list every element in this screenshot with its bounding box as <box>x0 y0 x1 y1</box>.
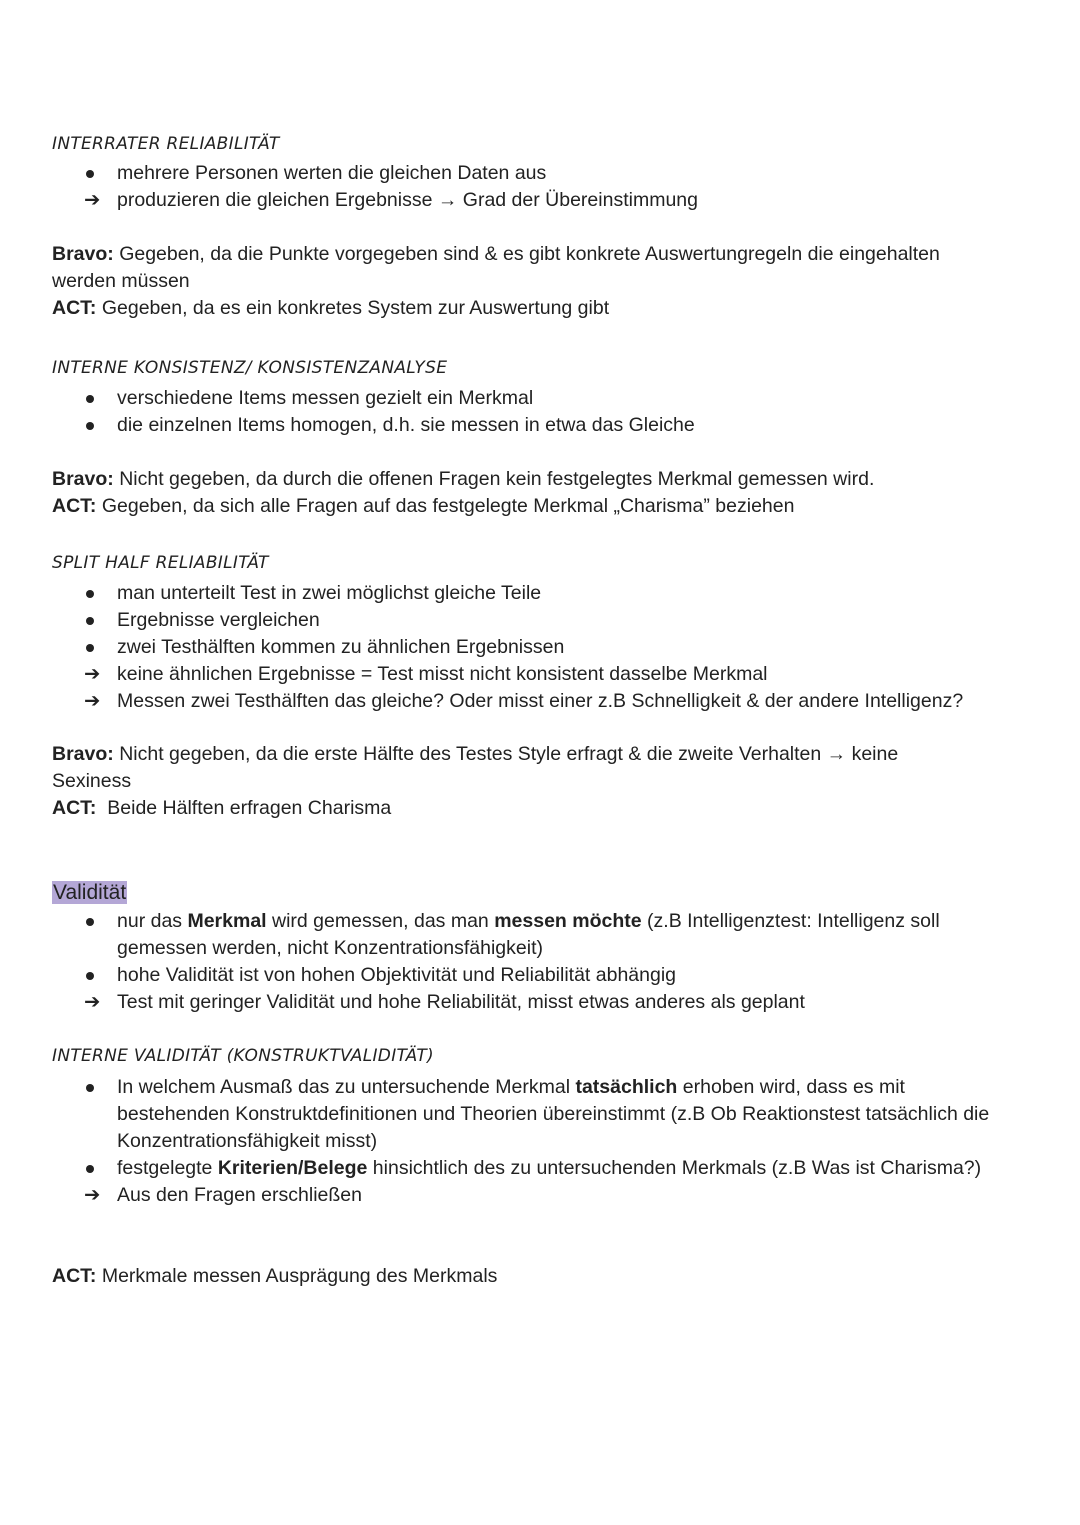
item-bold: tatsächlich <box>575 1076 678 1098</box>
list-item <box>52 187 1012 214</box>
konsistenz-list <box>52 385 1012 439</box>
list-item <box>52 989 1012 1016</box>
act-text: Beide Hälften erfragen Charisma <box>96 797 392 819</box>
item-bold: Kriterien/Belege <box>217 1157 368 1179</box>
bravo-label: Bravo: <box>52 468 114 490</box>
item-text: die einzelnen Items homogen, d.h. sie messen in etwa das Gleiche <box>117 414 695 436</box>
splithalf-act <box>52 795 1012 822</box>
interrater-list <box>52 160 1012 214</box>
item-text: In welchem Ausmaß das zu untersuchende Merkmal <box>117 1076 576 1098</box>
intern-list <box>52 1074 1012 1209</box>
item-bold: Merkmal <box>187 910 267 932</box>
arrow-icon: ➔ <box>84 189 101 211</box>
item-text: hinsichtlich des zu untersuchenden Merkmals (z.B Was ist Charisma?) <box>367 1157 982 1179</box>
item-text: verschiedene Items messen gezielt ein Merkmal <box>117 387 534 409</box>
konsistenz-act <box>52 493 1012 520</box>
heading-splithalf: SPLIT HALF RELIABILITÄT <box>52 553 269 573</box>
act-text: Merkmale messen Ausprägung des Merkmals <box>96 1265 498 1287</box>
splithalf-bravo <box>52 741 952 795</box>
heading-interne-validitaet: INTERNE VALIDITÄT (KONSTRUKTVALIDITÄT) <box>52 1046 434 1066</box>
item-text: festgelegte <box>117 1157 218 1179</box>
bravo-text: Nicht gegeben, da die erste Hälfte des Testes Style erfragt & die zweite Verhalten → keine Sexiness <box>52 743 899 792</box>
bravo-text: Nicht gegeben, da durch die offenen Fragen kein festgelegtes Merkmal gemessen wird. <box>113 468 875 490</box>
interrater-bravo <box>52 241 1002 295</box>
item-text: Ergebnisse vergleichen <box>117 609 320 631</box>
act-label: ACT: <box>52 297 97 319</box>
item-text: nur das <box>117 910 188 932</box>
highlighted-heading: Validität <box>53 881 127 904</box>
interrater-act <box>52 295 1012 322</box>
list-item <box>52 962 1012 989</box>
item-text: erhoben wird, dass es mit bestehenden Konstruktdefinitionen und Theorien übereinstimmt (z.B Ob Reaktionstest tatsächlich die Konzentrationsfähigkeit misst) <box>117 1076 990 1152</box>
arrow-icon: ➔ <box>84 1184 101 1206</box>
validitaet-list <box>52 908 1012 1016</box>
list-item <box>52 1182 1012 1209</box>
act-label: ACT: <box>52 1265 97 1287</box>
arrow-icon: ➔ <box>84 690 101 712</box>
arrow-icon: ➔ <box>84 663 101 685</box>
list-item <box>52 412 1012 439</box>
item-text: Messen zwei Testhälften das gleiche? Oder misst einer z.B Schnelligkeit & der andere Intelligenz? <box>117 690 964 712</box>
item-text: Test mit geringer Validität und hohe Reliabilität, misst etwas anderes als geplant <box>117 991 805 1013</box>
intern-act <box>52 1263 1012 1290</box>
item-text: keine ähnlichen Ergebnisse = Test misst nicht konsistent dasselbe Merkmal <box>117 663 768 685</box>
item-text: (z.B Intelligenztest: Intelligenz soll gemessen werden, nicht Konzentrationsfähigkeit) <box>117 910 940 959</box>
item-text: hohe Validität ist von hohen Objektivität und Reliabilität abhängig <box>117 964 677 986</box>
item-text: produzieren die gleichen Ergebnisse → Grad der Übereinstimmung <box>117 189 698 211</box>
konsistenz-bravo <box>52 466 1012 493</box>
act-text: Gegeben, da es ein konkretes System zur Auswertung gibt <box>96 297 610 319</box>
list-item <box>52 580 1012 607</box>
list-item <box>52 661 1012 688</box>
arrow-icon: ➔ <box>84 991 101 1013</box>
list-item <box>52 1074 1012 1155</box>
bravo-label: Bravo: <box>52 243 114 265</box>
item-text: wird gemessen, das man <box>266 910 495 932</box>
item-bold: messen möchte <box>494 910 642 932</box>
bravo-text: Gegeben, da die Punkte vorgegeben sind & es gibt konkrete Auswertungregeln die eingehalten werden müssen <box>52 243 940 292</box>
list-item <box>52 634 1012 661</box>
bravo-label: Bravo: <box>52 743 114 765</box>
list-item <box>52 1155 1012 1182</box>
item-text: zwei Testhälften kommen zu ähnlichen Ergebnissen <box>117 636 565 658</box>
heading-interrater: INTERRATER RELIABILITÄT <box>52 134 280 154</box>
list-item <box>52 908 1012 962</box>
act-label: ACT: <box>52 797 97 819</box>
heading-validitaet <box>52 879 1012 907</box>
heading-konsistenz: INTERNE KONSISTENZ/ KONSISTENZANALYSE <box>52 358 448 378</box>
splithalf-list <box>52 580 1012 715</box>
item-text: man unterteilt Test in zwei möglichst gleiche Teile <box>117 582 542 604</box>
act-label: ACT: <box>52 495 97 517</box>
list-item <box>52 688 1012 715</box>
list-item <box>52 385 1012 412</box>
list-item <box>52 607 1012 634</box>
list-item <box>52 160 1012 187</box>
act-text: Gegeben, da sich alle Fragen auf das festgelegte Merkmal „Charisma” beziehen <box>96 495 795 517</box>
item-text: mehrere Personen werten die gleichen Daten aus <box>117 162 547 184</box>
item-text: Aus den Fragen erschließen <box>117 1184 362 1206</box>
